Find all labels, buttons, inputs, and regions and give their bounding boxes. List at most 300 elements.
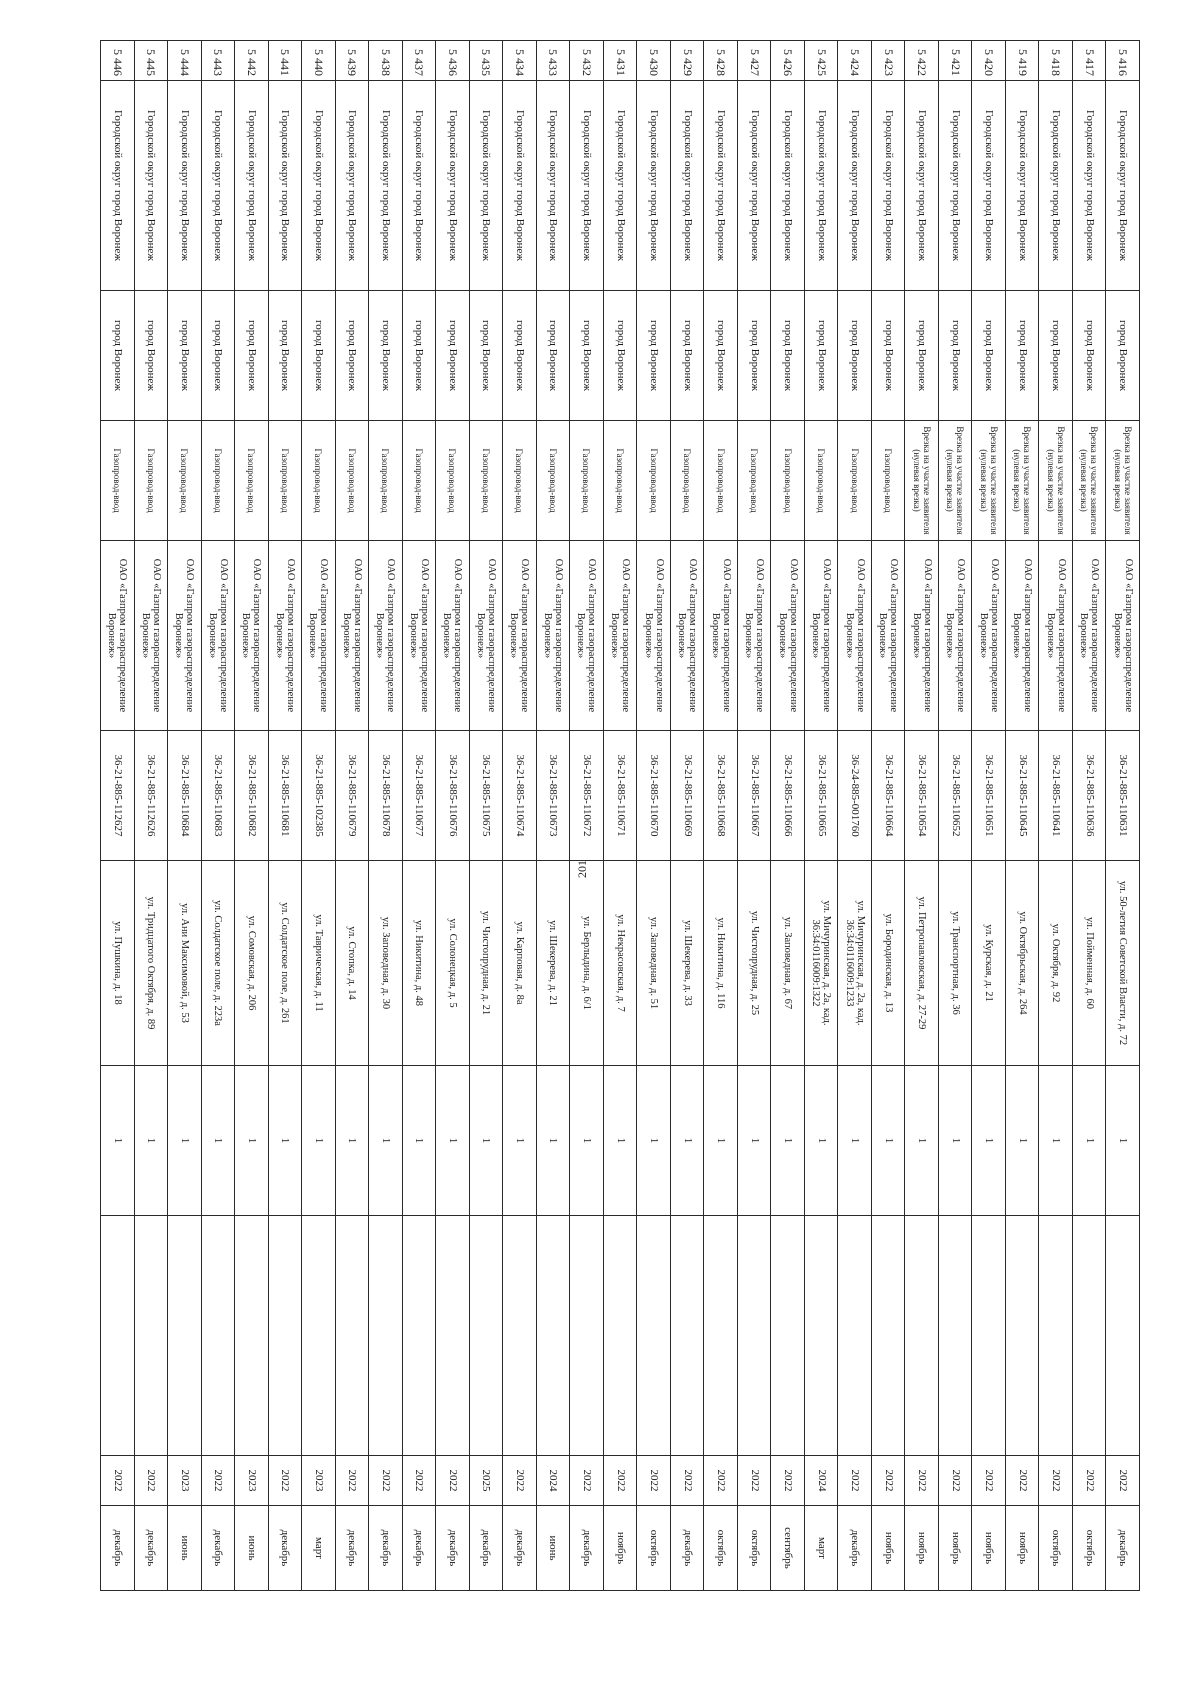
quantity-cell: 1 [503,1066,537,1216]
table-row [704,41,738,1591]
month-cell: март [302,1506,336,1591]
municipality-cell: Городской округ город Воронеж [235,81,269,291]
settlement-cell: город Воронеж [168,291,202,421]
empty-cell [1106,1216,1140,1456]
row-number: 5 421 [938,41,972,81]
settlement-cell: город Воронеж [804,291,838,421]
row-number: 5 443 [201,41,235,81]
row-number: 5 432 [570,41,604,81]
object-type-cell: Врезка на участке заявителя (нулевая врезка) [905,421,939,541]
owner-cell: ОАО «Газпром газораспределение Воронеж» [603,541,637,731]
address-cell: ул. Никитина, д. 48 [402,861,436,1066]
object-code-cell: 36-21-885-110679 [335,731,369,861]
quantity-cell: 1 [838,1066,872,1216]
settlement-cell: город Воронеж [402,291,436,421]
empty-cell [168,1216,202,1456]
quantity-cell: 1 [268,1066,302,1216]
month-cell: июнь [235,1506,269,1591]
year-cell: 2022 [503,1456,537,1506]
address-cell: ул. Пойменная, д. 60 [1072,861,1106,1066]
quantity-cell: 1 [436,1066,470,1216]
year-cell: 2022 [134,1456,168,1506]
month-cell: октябрь [637,1506,671,1591]
year-cell: 2022 [268,1456,302,1506]
empty-cell [335,1216,369,1456]
object-type-cell: Газопровод-ввод [670,421,704,541]
row-number: 5 439 [335,41,369,81]
quantity-cell: 1 [1072,1066,1106,1216]
empty-cell [469,1216,503,1456]
object-type-cell: Газопровод-ввод [134,421,168,541]
year-cell: 2022 [101,1456,135,1506]
row-number: 5 427 [737,41,771,81]
settlement-cell: город Воронеж [1039,291,1073,421]
address-cell: ул. Чистопрудная, д. 25 [737,861,771,1066]
table-row [235,41,269,1591]
settlement-cell: город Воронеж [436,291,470,421]
year-cell: 2025 [469,1456,503,1506]
municipality-cell: Городской округ город Воронеж [871,81,905,291]
address-cell: ул. Берлыдина, д. 6/1 [570,861,604,1066]
address-cell: ул. Карповая, д. 8а [503,861,537,1066]
municipality-cell: Городской округ город Воронеж [637,81,671,291]
year-cell: 2022 [436,1456,470,1506]
address-cell: ул. Заповедная, д. 51 [637,861,671,1066]
object-type-cell: Газопровод-ввод [402,421,436,541]
settlement-cell: город Воронеж [469,291,503,421]
quantity-cell: 1 [771,1066,805,1216]
year-cell: 2022 [603,1456,637,1506]
municipality-cell: Городской округ город Воронеж [771,81,805,291]
object-type-cell: Врезка на участке заявителя (нулевая врезка) [938,421,972,541]
row-number: 5 445 [134,41,168,81]
object-type-cell: Врезка на участке заявителя (нулевая врезка) [1072,421,1106,541]
year-cell: 2024 [804,1456,838,1506]
object-code-cell: 36-21-885-110669 [670,731,704,861]
settlement-cell: город Воронеж [670,291,704,421]
address-cell: ул. Чистопрудная, д. 21 [469,861,503,1066]
month-cell: декабрь [570,1506,604,1591]
quantity-cell: 1 [536,1066,570,1216]
address-cell: ул. 50-летия Советской Власти, д. 72 [1106,861,1140,1066]
object-code-cell: 36-21-885-110641 [1039,731,1073,861]
object-type-cell: Газопровод-ввод [737,421,771,541]
object-type-cell: Газопровод-ввод [536,421,570,541]
year-cell: 2022 [704,1456,738,1506]
empty-cell [503,1216,537,1456]
year-cell: 2022 [938,1456,972,1506]
municipality-cell: Городской округ город Воронеж [369,81,403,291]
municipality-cell: Городской округ город Воронеж [1106,81,1140,291]
municipality-cell: Городской округ город Воронеж [938,81,972,291]
address-cell: ул. Октябрьская, д. 264 [1005,861,1039,1066]
year-cell: 2022 [570,1456,604,1506]
address-cell: ул. Пушкина, д. 18 [101,861,135,1066]
page-number: 201 [575,860,589,878]
empty-cell [235,1216,269,1456]
address-cell: ул. Шекерева, д. 33 [670,861,704,1066]
address-cell: ул. Шекерева, д. 21 [536,861,570,1066]
object-type-cell: Газопровод-ввод [771,421,805,541]
settlement-cell: город Воронеж [201,291,235,421]
empty-cell [637,1216,671,1456]
table-row [369,41,403,1591]
municipality-cell: Городской округ город Воронеж [335,81,369,291]
year-cell: 2023 [168,1456,202,1506]
municipality-cell: Городской округ город Воронеж [469,81,503,291]
settlement-cell: город Воронеж [1005,291,1039,421]
quantity-cell: 1 [972,1066,1006,1216]
row-number: 5 423 [871,41,905,81]
row-number: 5 430 [637,41,671,81]
address-cell: ул. Сомовская, д. 206 [235,861,269,1066]
month-cell: ноябрь [905,1506,939,1591]
year-cell: 2022 [335,1456,369,1506]
settlement-cell: город Воронеж [369,291,403,421]
settlement-cell: город Воронеж [972,291,1006,421]
table-row [804,41,838,1591]
municipality-cell: Городской округ город Воронеж [838,81,872,291]
year-cell: 2022 [972,1456,1006,1506]
object-code-cell: 36-21-885-110670 [637,731,671,861]
year-cell: 2022 [871,1456,905,1506]
row-number: 5 418 [1039,41,1073,81]
year-cell: 2022 [771,1456,805,1506]
settlement-cell: город Воронеж [302,291,336,421]
object-type-cell: Газопровод-ввод [637,421,671,541]
quantity-cell: 1 [1039,1066,1073,1216]
month-cell: декабрь [838,1506,872,1591]
municipality-cell: Городской округ город Воронеж [972,81,1006,291]
quantity-cell: 1 [637,1066,671,1216]
settlement-cell: город Воронеж [536,291,570,421]
settlement-cell: город Воронеж [704,291,738,421]
owner-cell: ОАО «Газпром газораспределение Воронеж» [804,541,838,731]
object-type-cell: Газопровод-ввод [436,421,470,541]
table-row [268,41,302,1591]
settlement-cell: город Воронеж [1106,291,1140,421]
municipality-cell: Городской округ город Воронеж [436,81,470,291]
year-cell: 2022 [201,1456,235,1506]
object-code-cell: 36-21-885-102385 [302,731,336,861]
month-cell: декабрь [335,1506,369,1591]
settlement-cell: город Воронеж [737,291,771,421]
row-number: 5 420 [972,41,1006,81]
object-type-cell: Газопровод-ввод [335,421,369,541]
municipality-cell: Городской округ город Воронеж [402,81,436,291]
month-cell: декабрь [268,1506,302,1591]
municipality-cell: Городской округ город Воронеж [737,81,771,291]
row-number: 5 431 [603,41,637,81]
object-type-cell: Газопровод-ввод [235,421,269,541]
year-cell: 2022 [737,1456,771,1506]
object-code-cell: 36-21-885-110667 [737,731,771,861]
object-code-cell: 36-21-885-110682 [235,731,269,861]
empty-cell [603,1216,637,1456]
municipality-cell: Городской округ город Воронеж [603,81,637,291]
municipality-cell: Городской округ город Воронеж [503,81,537,291]
municipality-cell: Городской округ город Воронеж [101,81,135,291]
owner-cell: ОАО «Газпром газораспределение Воронеж» [201,541,235,731]
owner-cell: ОАО «Газпром газораспределение Воронеж» [670,541,704,731]
quantity-cell: 1 [402,1066,436,1216]
month-cell: ноябрь [1005,1506,1039,1591]
object-type-cell: Газопровод-ввод [804,421,838,541]
quantity-cell: 1 [168,1066,202,1216]
object-code-cell: 36-21-885-110668 [704,731,738,861]
table-row [469,41,503,1591]
object-type-cell: Газопровод-ввод [201,421,235,541]
owner-cell: ОАО «Газпром газораспределение Воронеж» [503,541,537,731]
row-number: 5 441 [268,41,302,81]
table-row [603,41,637,1591]
quantity-cell: 1 [871,1066,905,1216]
object-code-cell: 36-21-885-110678 [369,731,403,861]
settlement-cell: город Воронеж [335,291,369,421]
municipality-cell: Городской округ город Воронеж [201,81,235,291]
object-type-cell: Газопровод-ввод [570,421,604,541]
table-row [402,41,436,1591]
owner-cell: ОАО «Газпром газораспределение Воронеж» [1039,541,1073,731]
object-code-cell: 36-21-885-110652 [938,731,972,861]
row-number: 5 446 [101,41,135,81]
municipality-cell: Городской округ город Воронеж [268,81,302,291]
settlement-cell: город Воронеж [771,291,805,421]
table-row [972,41,1006,1591]
rotated-table-container [100,40,1140,1590]
quantity-cell: 1 [302,1066,336,1216]
quantity-cell: 1 [1005,1066,1039,1216]
owner-cell: ОАО «Газпром газораспределение Воронеж» [268,541,302,731]
table-row [838,41,872,1591]
quantity-cell: 1 [905,1066,939,1216]
empty-cell [402,1216,436,1456]
settlement-cell: город Воронеж [1072,291,1106,421]
month-cell: декабрь [503,1506,537,1591]
empty-cell [972,1216,1006,1456]
empty-cell [302,1216,336,1456]
empty-cell [101,1216,135,1456]
table-row [134,41,168,1591]
address-cell: ул. Таврическая, д. 11 [302,861,336,1066]
object-code-cell: 36-21-885-112626 [134,731,168,861]
month-cell: декабрь [436,1506,470,1591]
row-number: 5 436 [436,41,470,81]
address-cell: ул. Курская, д. 21 [972,861,1006,1066]
month-cell: ноябрь [603,1506,637,1591]
empty-cell [938,1216,972,1456]
month-cell: октябрь [737,1506,771,1591]
settlement-cell: город Воронеж [503,291,537,421]
row-number: 5 440 [302,41,336,81]
address-cell: ул. Октября, д. 92 [1039,861,1073,1066]
row-number: 5 434 [503,41,537,81]
month-cell: октябрь [704,1506,738,1591]
month-cell: июнь [536,1506,570,1591]
municipality-cell: Городской округ город Воронеж [1039,81,1073,291]
table-row [670,41,704,1591]
object-type-cell: Газопровод-ввод [704,421,738,541]
month-cell: октябрь [1039,1506,1073,1591]
table-row [1072,41,1106,1591]
table-row [101,41,135,1591]
settlement-cell: город Воронеж [838,291,872,421]
object-code-cell: 36-24-885-001760 [838,731,872,861]
settlement-cell: город Воронеж [235,291,269,421]
municipality-cell: Городской округ город Воронеж [804,81,838,291]
row-number: 5 422 [905,41,939,81]
owner-cell: ОАО «Газпром газораспределение Воронеж» [402,541,436,731]
row-number: 5 417 [1072,41,1106,81]
object-type-cell: Газопровод-ввод [101,421,135,541]
object-code-cell: 36-21-885-110651 [972,731,1006,861]
owner-cell: ОАО «Газпром газораспределение Воронеж» [436,541,470,731]
table-row [637,41,671,1591]
quantity-cell: 1 [670,1066,704,1216]
empty-cell [871,1216,905,1456]
object-code-cell: 36-21-885-110677 [402,731,436,861]
empty-cell [134,1216,168,1456]
object-code-cell: 36-21-885-110665 [804,731,838,861]
object-code-cell: 36-21-885-110666 [771,731,805,861]
year-cell: 2024 [536,1456,570,1506]
object-code-cell: 36-21-885-110672 [570,731,604,861]
address-cell: ул. Бородинская, д. 13 [871,861,905,1066]
object-type-cell: Газопровод-ввод [603,421,637,541]
object-type-cell: Газопровод-ввод [369,421,403,541]
object-type-cell: Врезка на участке заявителя (нулевая врезка) [1005,421,1039,541]
empty-cell [436,1216,470,1456]
month-cell: июнь [168,1506,202,1591]
table-row [201,41,235,1591]
address-cell: ул. Стопка, д. 14 [335,861,369,1066]
row-number: 5 438 [369,41,403,81]
table-row [905,41,939,1591]
settlement-cell: город Воронеж [905,291,939,421]
empty-cell [268,1216,302,1456]
month-cell: ноябрь [938,1506,972,1591]
quantity-cell: 1 [469,1066,503,1216]
object-code-cell: 36-21-885-110684 [168,731,202,861]
table-row [503,41,537,1591]
month-cell: декабрь [469,1506,503,1591]
owner-cell: ОАО «Газпром газораспределение Воронеж» [637,541,671,731]
table-row [871,41,905,1591]
owner-cell: ОАО «Газпром газораспределение Воронеж» [536,541,570,731]
year-cell: 2022 [905,1456,939,1506]
row-number: 5 437 [402,41,436,81]
owner-cell: ОАО «Газпром газораспределение Воронеж» [871,541,905,731]
address-cell: ул. Мичуринская, д. 2а, кад. 36:34:0116009:1322 [804,861,838,1066]
empty-cell [771,1216,805,1456]
row-number: 5 426 [771,41,805,81]
quantity-cell: 1 [201,1066,235,1216]
table-row [737,41,771,1591]
address-cell: ул. Ани Максимовой, д. 53 [168,861,202,1066]
year-cell: 2022 [369,1456,403,1506]
municipality-cell: Городской округ город Воронеж [1072,81,1106,291]
quantity-cell: 1 [570,1066,604,1216]
object-code-cell: 36-21-885-110683 [201,731,235,861]
address-cell: ул. Заповедная, д. 30 [369,861,403,1066]
quantity-cell: 1 [938,1066,972,1216]
month-cell: декабрь [369,1506,403,1591]
table-row [536,41,570,1591]
object-code-cell: 36-21-885-112627 [101,731,135,861]
row-number: 5 444 [168,41,202,81]
owner-cell: ОАО «Газпром газораспределение Воронеж» [369,541,403,731]
year-cell: 2022 [1072,1456,1106,1506]
object-code-cell: 36-21-885-110676 [436,731,470,861]
empty-cell [369,1216,403,1456]
year-cell: 2022 [670,1456,704,1506]
object-type-cell: Газопровод-ввод [469,421,503,541]
empty-cell [737,1216,771,1456]
address-cell: ул. Никитина, д. 116 [704,861,738,1066]
owner-cell: ОАО «Газпром газораспределение Воронеж» [134,541,168,731]
quantity-cell: 1 [369,1066,403,1216]
owner-cell: ОАО «Газпром газораспределение Воронеж» [570,541,604,731]
table-row [1106,41,1140,1591]
owner-cell: ОАО «Газпром газораспределение Воронеж» [469,541,503,731]
address-cell: ул. Транспортная, д. 36 [938,861,972,1066]
object-code-cell: 36-21-885-110654 [905,731,939,861]
object-type-cell: Газопровод-ввод [168,421,202,541]
owner-cell: ОАО «Газпром газораспределение Воронеж» [938,541,972,731]
address-cell: ул. Мичуринская, д. 2а, кад. 36:34:0116009:1233 [838,861,872,1066]
empty-cell [1005,1216,1039,1456]
quantity-cell: 1 [1106,1066,1140,1216]
address-cell: ул. Петропавловская, д. 27-29 [905,861,939,1066]
municipality-cell: Городской округ город Воронеж [704,81,738,291]
object-type-cell: Врезка на участке заявителя (нулевая врезка) [1039,421,1073,541]
table-row [302,41,336,1591]
settlement-cell: город Воронеж [268,291,302,421]
owner-cell: ОАО «Газпром газораспределение Воронеж» [235,541,269,731]
object-code-cell: 36-21-885-110631 [1106,731,1140,861]
owner-cell: ОАО «Газпром газораспределение Воронеж» [737,541,771,731]
object-code-cell: 36-21-885-110681 [268,731,302,861]
municipality-cell: Городской округ город Воронеж [536,81,570,291]
table-row [335,41,369,1591]
owner-cell: ОАО «Газпром газораспределение Воронеж» [838,541,872,731]
municipality-cell: Городской округ город Воронеж [302,81,336,291]
municipality-cell: Городской округ город Воронеж [570,81,604,291]
year-cell: 2022 [1005,1456,1039,1506]
owner-cell: ОАО «Газпром газораспределение Воронеж» [168,541,202,731]
municipality-cell: Городской округ город Воронеж [670,81,704,291]
address-cell: ул. Солонецкая, д. 5 [436,861,470,1066]
object-type-cell: Газопровод-ввод [302,421,336,541]
register-table [100,40,1140,1591]
table-row [771,41,805,1591]
year-cell: 2022 [402,1456,436,1506]
row-number: 5 416 [1106,41,1140,81]
municipality-cell: Городской округ город Воронеж [905,81,939,291]
owner-cell: ОАО «Газпром газораспределение Воронеж» [101,541,135,731]
owner-cell: ОАО «Газпром газораспределение Воронеж» [1106,541,1140,731]
row-number: 5 428 [704,41,738,81]
month-cell: декабрь [1106,1506,1140,1591]
empty-cell [536,1216,570,1456]
municipality-cell: Городской округ город Воронеж [168,81,202,291]
owner-cell: ОАО «Газпром газораспределение Воронеж» [704,541,738,731]
empty-cell [804,1216,838,1456]
object-code-cell: 36-21-885-110645 [1005,731,1039,861]
owner-cell: ОАО «Газпром газораспределение Воронеж» [302,541,336,731]
object-type-cell: Газопровод-ввод [871,421,905,541]
quantity-cell: 1 [804,1066,838,1216]
